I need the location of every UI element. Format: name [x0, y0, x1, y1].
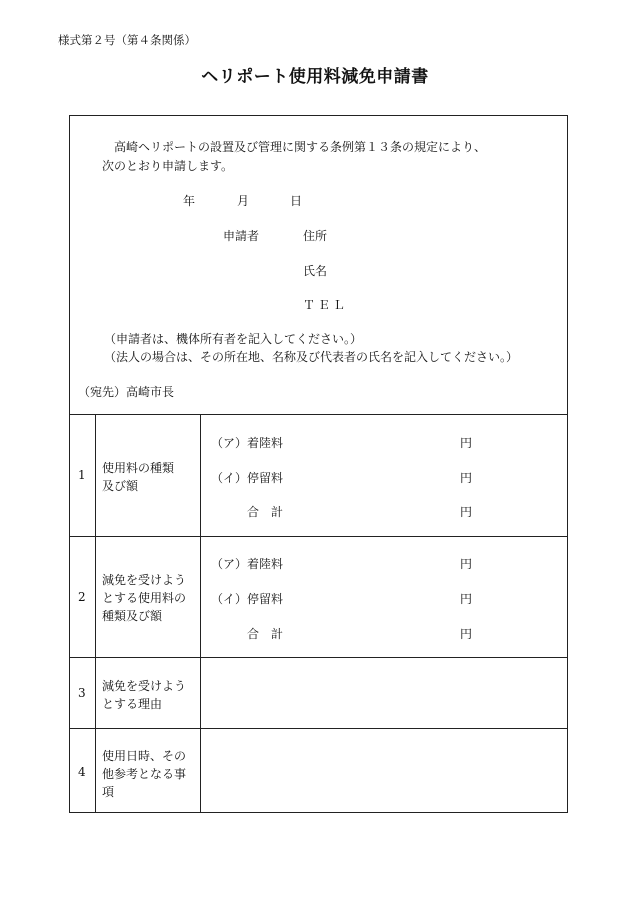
name-label: 氏名 [303, 264, 328, 278]
row-1-total-label: 合 計 [247, 505, 284, 519]
row-4-label-line-2: 他参考となる事 [102, 767, 187, 781]
date-day-label: 日 [290, 194, 303, 208]
row-1-parking-fee-label: （イ）停留料 [211, 471, 284, 485]
row-4-label-line-3: 項 [102, 785, 115, 799]
row-1-landing-fee-label: （ア）着陸料 [211, 436, 284, 450]
row-2-parking-fee-unit: 円 [460, 592, 473, 606]
row-2-label-line-1: 減免を受けよう [102, 573, 187, 587]
address-label: 住所 [303, 229, 328, 243]
tel-label: ＴＥＬ [303, 298, 349, 312]
row-1-parking-fee-unit: 円 [460, 471, 473, 485]
row-number-4: 4 [78, 765, 86, 779]
row-2-label-line-3: 種類及び額 [102, 609, 163, 623]
row-2-landing-fee-label: （ア）着陸料 [211, 557, 284, 571]
row-2-parking-fee-label: （イ）停留料 [211, 592, 284, 606]
row-1-landing-fee-unit: 円 [460, 436, 473, 450]
row-2-total-label: 合 計 [247, 627, 284, 641]
note-owner: （申請者は、機体所有者を記入してください。） [104, 332, 363, 346]
intro-text-line-2: 次のとおり申請します。 [102, 159, 234, 173]
row-2-landing-fee-unit: 円 [460, 557, 473, 571]
row-2-total-unit: 円 [460, 627, 473, 641]
row-4-label-line-1: 使用日時、その [102, 749, 187, 763]
row-1-total-unit: 円 [460, 505, 473, 519]
row-number-2: 2 [78, 590, 86, 604]
form-title: ヘリポート使用料減免申請書 [201, 67, 429, 87]
note-corporation: （法人の場合は、その所在地、名称及び代表者の氏名を記入してください。） [104, 350, 519, 364]
table-top-border [69, 414, 568, 415]
addressee: （宛先）高崎市長 [78, 385, 175, 399]
number-column-divider [95, 414, 96, 813]
row-3-label-line-2: とする理由 [102, 697, 163, 711]
row-divider-1 [69, 536, 568, 537]
row-number-3: 3 [78, 686, 86, 700]
row-number-1: 1 [78, 468, 86, 482]
row-3-label-line-1: 減免を受けよう [102, 679, 187, 693]
intro-text-line-1: 高崎ヘリポートの設置及び管理に関する条例第１３条の規定により、 [114, 140, 487, 154]
row-2-label-line-2: とする使用料の [102, 591, 187, 605]
row-1-label-line-1: 使用料の種類 [102, 461, 175, 475]
date-month-label: 月 [237, 194, 250, 208]
row-4-details-field[interactable] [201, 729, 567, 812]
row-3-reason-field[interactable] [201, 658, 567, 727]
applicant-label: 申請者 [223, 229, 260, 243]
row-1-label-line-2: 及び額 [102, 479, 139, 493]
form-number: 様式第２号（第４条関係） [58, 33, 196, 47]
date-year-label: 年 [183, 194, 196, 208]
